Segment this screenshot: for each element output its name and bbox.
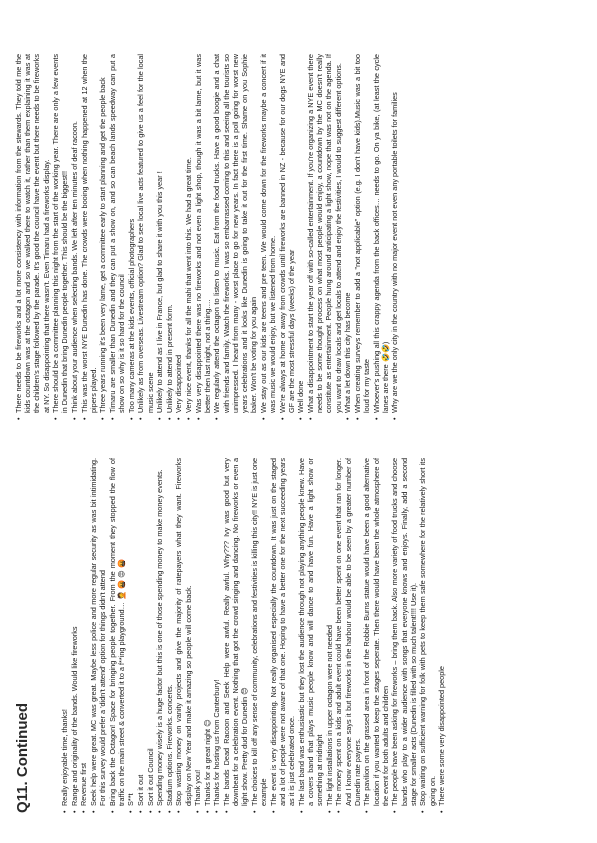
comment-item: • Sort it out [136,458,145,813]
comment-item: • There needs to be fireworks and a lot more consistency with information from the stewards. They told me the kids countdown was at the octagon and so we walked there to watch it, rather than them explaining it was at the children's stage followed by the parade. It's good the council have the event but there needs to be fireworks at NY. So disappointing that there wasn't. Even Timaru had a fireworks display. [14,54,51,420]
comment-item: • The choices to kill off any sense of community, celebrations and festivities is killing this city!! NYE is just one example [250,458,268,813]
comment-item: • The light installations in upper octagon were not needed [325,458,334,813]
comment-item: • Stop waiting on sufficient warning for folk with pets to keep them safe somewhere for the relatively short its going on. [418,458,436,813]
comment-item: • Sort it out Council [146,458,155,813]
comment-item: • Stadium options. Fireworks. concerts. [165,458,174,813]
comment-item: • Three years running it's been very lame, get a committee early to start planning and get the people back [98,54,107,420]
comment-item: • Stop wasting money on vanity projects and give the majority of ratepayers what they want. Fireworks display on New Year and make it amazing so people will come back. [174,458,192,813]
comment-item: • Think about your audience when selecting bands. We left after ten minutes of deaf racoon. [70,54,79,420]
comment-item: • Why are we the only city in the country with no major event not even any portable toilets for families [390,54,399,420]
comment-item: • Thanks for a great night 😊 [203,458,212,813]
comment-item: • Unlikely to attend in present form. [165,54,174,420]
comment-item: • S**t [126,458,135,813]
comment-item: • There should be a committee planning this night from the start of the working year. There are only a few events in Dunedin that bring Dunedin people together. This should be the biggest!! [51,54,69,420]
comment-item: • Really enjoyable time, thanks! [60,458,69,813]
comment-item: • Whoever's pushing all this crappy agenda from the back offices… needs to go. On ya bike, (at least the cycle lanes are there 🤣🤣) [372,54,390,420]
comment-item: • The last band was enthusiastic but they lost the audience through not playing anything people knew. Have a covers band that plays music people know and will dance to and have fun. Have a light show or something at midnight [297,458,325,813]
comment-item: • Timaru are smaller than Dunedin and they can put a show on, and so can beach lands speedway can put a show on so why is it so hard for the council [108,54,126,420]
comment-item: • The people have been asking for fireworks – bring them back. Also more variety of food trucks and choose bands who play to a wider audience with songs that everyone knows and enjoys. Finally, add a second stage for smaller acts (Dunedin is filled with so much talent!!!! Use it). [390,458,418,813]
comment-item: • The pavilion on the grassed area in front of the Robbie Burns statue would have been a good alternative location if you wanted to keep the stages seperate. Then there would have been the whole atmosphere of the event for both adults and children [362,458,390,813]
comment-item: • There were some very disappointed people [437,458,446,813]
comment-item: • This was the worst NYE Dunedin has done. The crowds were booing when nothing happened at 12 when the pipers played. [80,54,98,420]
comment-list-right [14,54,400,420]
comment-item: • Thank you! [193,458,202,813]
comment-item: • When creating surveys remember to add a "not applicable" option (e.g. I don't have kids).Music was a bit too loud for my taste [353,54,371,420]
comment-item: • Unlikely to attend as I live in France, but glad to share it with you this year ! [155,54,164,420]
comment-item: • The money spent on a kids and adult event could have been better spent on one event that ran for longer. And I know everyone says it but fireworks in the harbour would be able to be seen by a greater number of Dunedin rate payers. [334,458,362,813]
comment-list-left [60,458,447,813]
comment-item: • We stay out as our kids are teens and pre teen. We would come down for the fireworks maybe a concert if it was music we would enjoy, but we listened from home. [259,54,277,420]
comment-item: • Seek help were great. MC was great. Maybe less police and more regular security as was bit intimidating. For this survey would prefer a 'didn't attend' option for things didn't attend [89,458,107,813]
comment-item: • Range and originality of the bands. Would like fireworks [70,458,79,813]
comment-item: • Was very disappointed there was no fireworks and not even a light shop, though it was a bit lame, but it was better then last night, not a thing…. [194,54,212,420]
comment-item: • Very disappointed [174,54,183,420]
comment-item: • We're always at home or away from crowds until fireworks are banned in NZ - because for our dogs NYE and GF are the most stressful days (weeks) of the year [278,54,296,420]
comment-item: • Unlikely as from overseas. Livestream option? Glad to see local live acts featured to give us a feel for the local music scene [136,54,154,420]
comment-item: • The bands Dead Racoon and Seek Help were awful. Really awful. Why??? Ivy was good but very downbeat for a celebration event. Nothing that got the crowd singing and dancing. No fireworks or even a light show. Pretty dud for Dunedin 😞 [222,458,250,813]
page-heading: Q11. Continued [14,702,31,813]
comment-item: • Spending money wisely is a huge factor but this is one of those spending money to make money events. [155,458,164,813]
comment-item: • What a disappointment to start the year off with so-called entertainment. If you're organizing a NYE event there needs to be some thought process on what most people would enjoy, a countdown by the MC doesn't really constitute as entertainment. People hung around anticipating a light show, nope that was not on the agenda. If you want to draw locals and get locals to attend and enjoy the festivities, I would to suggest different options. [306,54,343,420]
comment-item: • Revenue first [79,458,88,813]
comment-item: • Very nice event, thanks for all the mahi that went into this. We had a great time. [184,54,193,420]
comment-item: • The event is very disappointing. Not really organised especially the countdown. It was just on the staged and a lot of people were not aware of that one. Hoping to have a better one for the next succeeding years as it is just celebrated once. [269,458,297,813]
comment-item: • What a let down this city has become [343,54,352,420]
comment-item: • Too many cameras at the kids events, official photographers [127,54,136,420]
comment-item: • Bring back the Octagon! Space for bringing people together. From the moment they stopped the flow of traffic on the main street & converted it to a f**ing playground… 🤦 🤬 😡 🤬 [108,458,126,813]
comment-item: • We regularly attend the octagon to listen to music. Eat from the food trucks. Have a good boogie and a chat with friends and family. Watch the fireworks. I was so embarrassed coming to this and seeing all the tourists so unimpressed. I heard from many - worst place to go for new years. In fact there is a poll going for worst new years celebrations and it looks like Dunedin is going to take it out for the first time. Shame on you Sophie baker. Won't be voting for you again [212,54,258,420]
comment-item: • Well done [296,54,305,420]
comment-item: • Thanks for hosting us from Canterbury! [212,458,221,813]
